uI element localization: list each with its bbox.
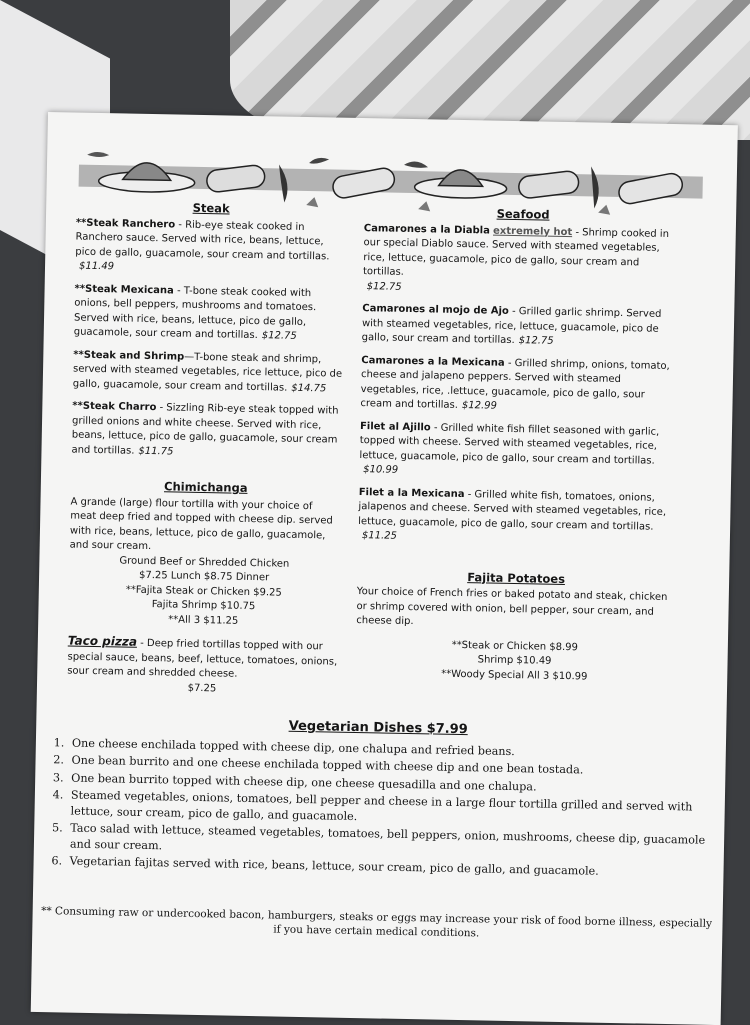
menu-item [75,216,346,279]
item-price: $12.75 [518,335,554,347]
price-line: **Steak or Chicken $8.99 [451,639,579,653]
item-price: $11.75 [138,445,174,457]
spicy-warning: extremely hot [492,225,573,238]
list-item: 1. One cheese enchilada topped with cheese dip, one chalupa and refried beans. [68,735,716,763]
price-line: Fajita Shrimp $10.75 [151,599,256,613]
fajita-potatoes-description: Your choice of French fries or baked potato and steak, chicken or shrimp covered with onion, bell pepper, sour cream, and cheese dip. [356,586,668,628]
left-column [67,199,346,699]
chili-pepper-icon [404,161,428,168]
item-name: Camarones al mojo de Ajo [362,303,509,317]
item-description: - Rib-eye steak cooked in Ranchero sauce. Served with rice, beans, lettuce, pico de gallo, guacamole, sour cream and tortillas. [75,218,330,262]
steak-section-title: Steak [192,200,230,216]
item-name: **Steak Ranchero [75,217,176,230]
item-name: **Steak and Shrimp [73,349,185,363]
seafood-section-title: Seafood [496,206,550,222]
price-line: **Fajita Steak or Chicken $9.25 [125,584,282,599]
item-description: - T-bone steak cooked with onions, bell peppers, mushrooms and tomatoes. Served with rice, beans, lettuce, pico de gallo, guacamole, sour cream and tortillas. [73,284,317,342]
item-name: Filet a la Mexicana [358,486,465,500]
item-price: $12.99 [461,400,498,412]
menu-item [362,302,681,352]
item-description: - Grilled garlic shrimp. Served with steamed vegetables, rice, lettuce, guacamole, pico de gallo, sour cream and tortillas. [361,305,662,346]
sombrero-icon [414,169,507,199]
chimichanga-description: A grande (large) flour tortilla with your choice of meat deep fried and topped with cheese dip. served with rice, beans, lettuce, pico de gallo, guacamole, and sour cream. [69,496,333,553]
item-name: Camarones a la Diabla [363,222,491,237]
menu-page [31,112,738,1025]
item-price: $10.99 [363,464,399,476]
price-line: **Woody Special All 3 $10.99 [441,668,588,682]
item-description: - Shrimp cooked in our special Diablo sauce. Served with steamed vegetables, rice, lettuce, guacamole, pico de gallo, sour cream and tortillas. [362,226,670,278]
item-price: $12.75 [261,330,297,342]
list-item: 5. Taco salad with lettuce, steamed vegetables, tomatoes, bell peppers, onion, mushrooms, cheese dip, guacamole and sour cream. [66,820,714,863]
food-safety-disclaimer: ** Consuming raw or undercooked bacon, hamburgers, steaks or eggs may increase your risk of food borne illness, especially if you have certain medical conditions. [41,905,713,940]
list-item: 3. One bean burrito topped with cheese dip, one cheese quesadilla and one chalupa. [67,770,715,798]
vegetarian-section-title: Vegetarian Dishes $7.99 [288,718,468,738]
item-description: —T-bone steak and shrimp, served with steamed vegetables, rice lettuce, pico de gallo, guacamole, sour cream and tortillas. [72,351,343,394]
fajita-potatoes-prices [355,637,674,687]
right-column [355,204,682,686]
burrito-icon [331,165,397,201]
sombrero-icon [98,162,195,193]
item-price: $12.75 [366,280,402,293]
item-name: Taco pizza [67,633,138,649]
item-price: $7.25 [187,682,217,694]
item-name: Camarones a la Mexicana [361,354,505,369]
price-line: **All 3 $11.25 [168,613,239,627]
item-price: $11.49 [78,260,115,273]
vegetarian-section [37,714,716,883]
menu-item [359,420,678,484]
list-item: 4. Steamed vegetables, onions, tomatoes, bell pepper and cheese in a large flour tortilla grilled and served with lettuce, sour cream, pico de gallo, and guacamole. [66,787,714,830]
price-line: Ground Beef or Shredded Chicken [119,554,290,570]
item-name: **Steak Charro [72,400,157,414]
chimichanga-section-title: Chimichanga [163,479,248,495]
item-description: - Grilled white fish, tomatoes, onions, jalapenos and cheese. Served with steamed vegetables, rice, lettuce, guacamole, pico de gallo, sour cream and tortillas. [358,488,667,533]
chili-pepper-icon [590,166,599,208]
price-line: $7.25 Lunch $8.75 Dinner [138,569,270,584]
burrito-icon [205,163,266,194]
chili-pepper-icon [87,152,109,157]
item-description: - Grilled white fish fillet seasoned with garlic, topped with cheese. Served with steamed vegetables, rice, lettuce, guacamole, pico de gallo, sour cream and tortillas. [359,421,660,467]
chimichanga-prices [68,553,339,631]
menu-item [358,486,677,550]
menu-item [74,282,345,345]
burrito-icon [617,171,685,207]
price-line: Shrimp $10.49 [477,654,552,667]
menu-item [363,222,682,301]
fajita-potatoes-section-title: Fajita Potatoes [467,569,566,586]
chili-pepper-icon [278,157,329,203]
item-name: Filet al Ajillo [359,420,431,433]
vegetarian-list [37,734,715,881]
item-name: **Steak Mexicana [74,283,174,296]
item-description: - Deep fried tortillas topped with our special sauce, beans, beef, lettuce, tomatoes, onions, sour cream and shredded cheese. [67,637,338,680]
list-item: 6. Vegetarian fajitas served with rice, beans, lettuce, sour cream, pico de gallo, and guacamole. [65,853,713,881]
menu-item [360,354,679,418]
taco-pizza-item [67,633,338,698]
item-description: - Grilled shrimp, onions, tomato, cheese and jalapeno peppers. Served with steamed vegetables, rice, .lettuce, guacamole, pico de gallo, sour cream and tortillas. [360,357,670,411]
burrito-icon [517,169,580,200]
list-item: 2. One bean burrito and one cheese enchilada topped with cheese dip and one bean tostada. [67,752,715,780]
item-description: - Sizzling Rib-eye steak topped with grilled onions and white cheese. Served with rice, beans, lettuce, pico de gallo, guacamole, sour cream and tortillas. [71,402,339,457]
item-price: $11.25 [361,530,398,542]
menu-item [73,348,344,397]
menu-item [71,400,342,463]
item-price: $14.75 [291,382,327,394]
